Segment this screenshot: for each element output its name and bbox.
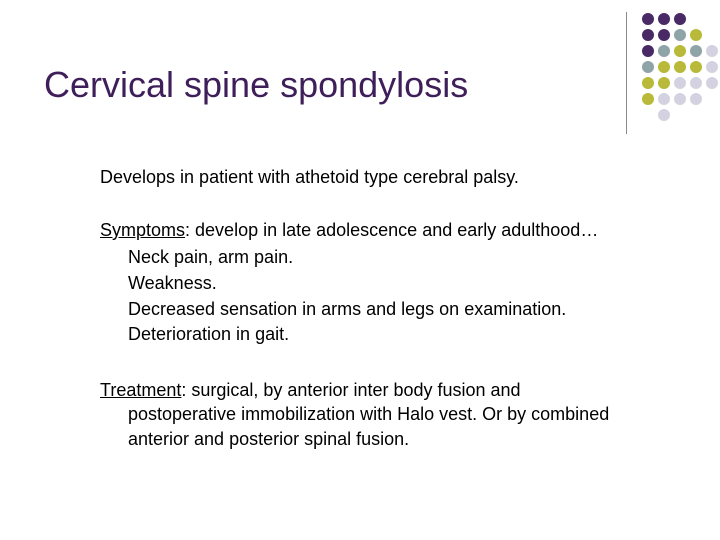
dot: [690, 61, 702, 73]
dot: [674, 29, 686, 41]
dot: [706, 61, 718, 73]
dot: [690, 93, 702, 105]
dot: [642, 77, 654, 89]
dot: [658, 109, 670, 121]
treatment-heading-line: [100, 379, 521, 401]
dot: [674, 93, 686, 105]
symptom-item: Decreased sensation in arms and legs on examination.: [128, 299, 567, 319]
dot: [706, 77, 718, 89]
dot: [642, 93, 654, 105]
treatment-label: Treatment: [100, 380, 182, 400]
treatment-line: : surgical, by anterior inter body fusion and: [181, 380, 521, 400]
dot: [690, 77, 702, 89]
slide-title: Cervical spine spondylosis: [44, 64, 469, 105]
symptom-item: Neck pain, arm pain.: [128, 247, 294, 267]
dot: [642, 45, 654, 57]
symptoms-label: Symptoms: [100, 220, 186, 240]
dot: [658, 13, 670, 25]
dot: [690, 13, 702, 25]
dot: [658, 61, 670, 73]
dot: [658, 45, 670, 57]
dot: [658, 77, 670, 89]
dot: [658, 93, 670, 105]
symptom-item: Weakness.: [128, 273, 217, 293]
symptoms-intro: : develop in late adolescence and early adulthood…: [185, 220, 599, 240]
symptoms-heading-line: [100, 219, 598, 241]
dot: [674, 13, 686, 25]
dot: [674, 61, 686, 73]
dot: [706, 45, 718, 57]
vertical-divider: [626, 12, 627, 134]
treatment-line: anterior and posterior spinal fusion.: [128, 429, 410, 449]
symptom-item: Deterioration in gait.: [128, 324, 290, 344]
dot: [642, 29, 654, 41]
dot: [690, 45, 702, 57]
dot: [674, 77, 686, 89]
dot: [690, 29, 702, 41]
dot: [674, 45, 686, 57]
dot: [642, 13, 654, 25]
treatment-line: postoperative immobilization with Halo vest. Or by combined: [128, 404, 610, 424]
dot: [658, 29, 670, 41]
intro-paragraph: Develops in patient with athetoid type cerebral palsy.: [100, 167, 519, 187]
dot: [642, 61, 654, 73]
